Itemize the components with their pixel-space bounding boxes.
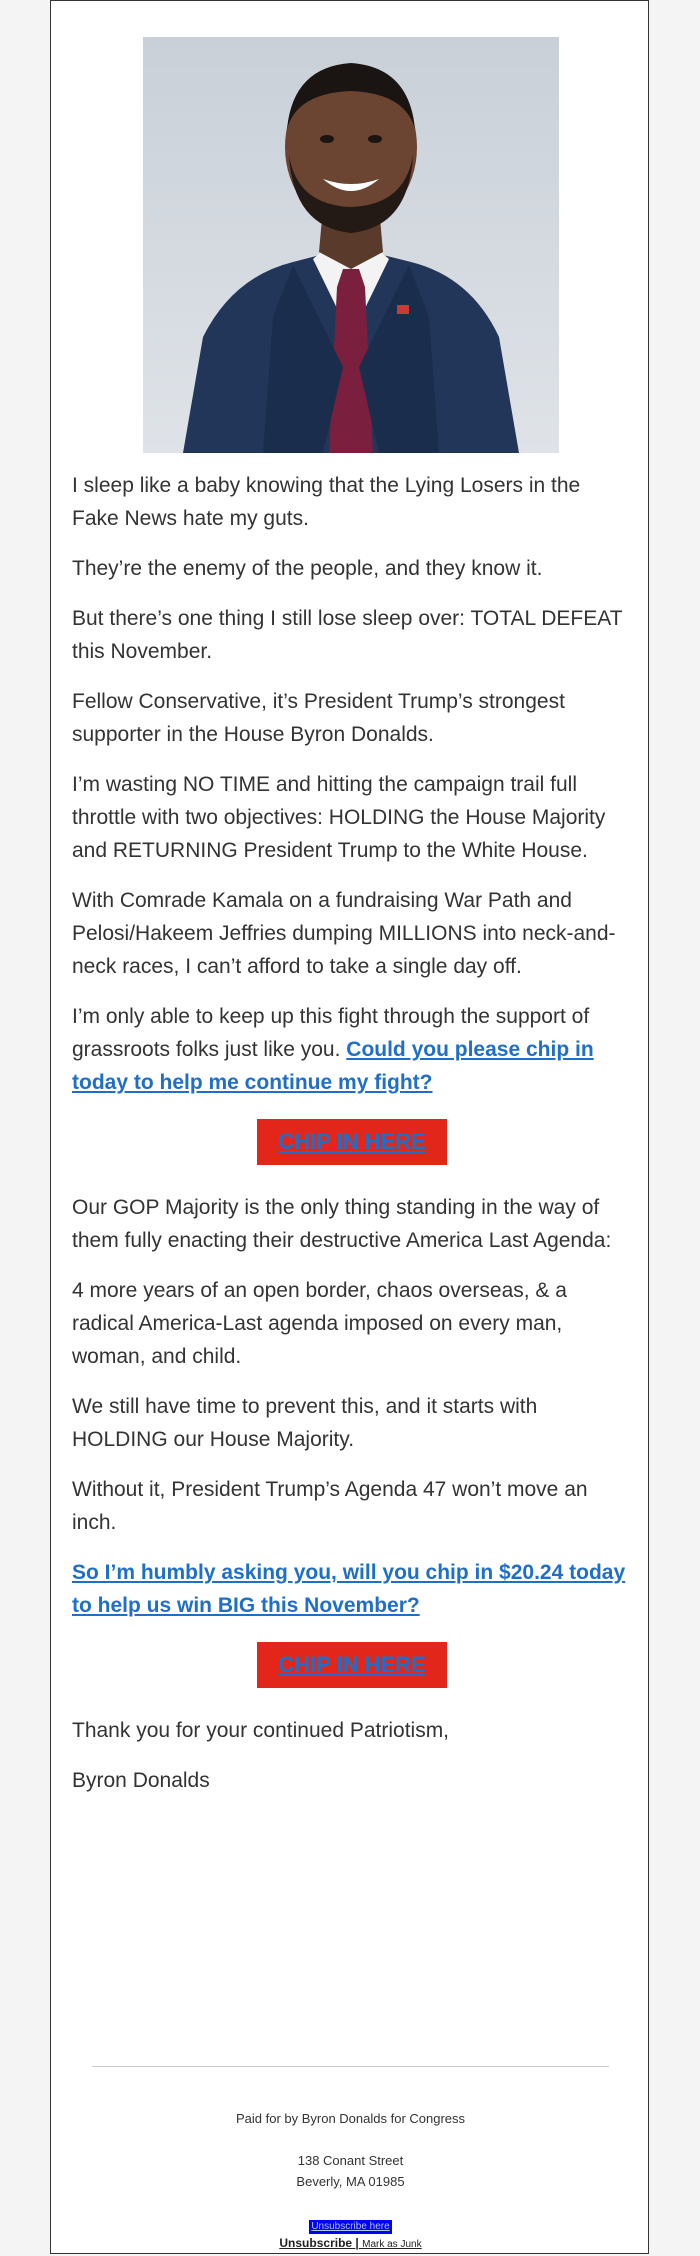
paragraph: But there’s one thing I still lose sleep over: TOTAL DEFEAT this November.	[72, 607, 623, 663]
unsubscribe-link[interactable]: Unsubscribe	[279, 2236, 353, 2250]
portrait-photo	[143, 37, 559, 453]
donate-paragraph	[72, 1556, 632, 1622]
mark-as-junk-link[interactable]: Mark as Junk	[362, 2239, 422, 2250]
support-paragraph	[72, 1000, 632, 1099]
footer-divider	[92, 2066, 609, 2067]
paragraph: 4 more years of an open border, chaos overseas, & a radical America-Last agenda imposed on every man, woman, and child.	[72, 1279, 567, 1368]
link-separator: |	[355, 2236, 359, 2250]
paragraph: Fellow Conservative, it’s President Trump’s strongest supporter in the House Byron Donalds.	[72, 690, 565, 746]
paragraph: I’m wasting NO TIME and hitting the campaign trail full throttle with two objectives: HOLDING the House Majority and RETURNING President Trump to the White House.	[72, 773, 606, 862]
unsubscribe-here-link[interactable]: Unsubscribe here	[311, 2221, 390, 2232]
email-container	[50, 0, 649, 2254]
cta-wrapper-1	[72, 1119, 632, 1165]
chip-in-button[interactable]: CHIP IN HERE	[257, 1642, 447, 1688]
closing: Thank you for your continued Patriotism,	[72, 1719, 450, 1742]
paragraph: They’re the enemy of the people, and they know it.	[72, 557, 543, 580]
paragraph: Without it, President Trump’s Agenda 47 won’t move an inch.	[72, 1478, 588, 1534]
paragraph: I sleep like a baby knowing that the Lying Losers in the Fake News hate my guts.	[72, 474, 581, 530]
cta-wrapper-2	[72, 1642, 632, 1688]
paragraph: With Comrade Kamala on a fundraising War Path and Pelosi/Hakeem Jeffries dumping MILLIONS into neck-and-neck races, I can’t afford to take a single day off.	[72, 889, 616, 978]
chip-in-button[interactable]: CHIP IN HERE	[257, 1119, 447, 1165]
donate-link-2[interactable]: So I’m humbly asking you, will you chip in $20.24 today to help us win BIG this November?	[72, 1561, 626, 1617]
paragraph: Our GOP Majority is the only thing standing in the way of them fully enacting their destructive America Last Agenda:	[72, 1196, 612, 1252]
donate-link-1[interactable]: Could you please chip in today to help me continue my fight?	[72, 1038, 594, 1094]
signature: Byron Donalds	[72, 1769, 210, 1792]
address-line-2: Beverly, MA 01985	[296, 2174, 405, 2189]
paid-for-disclaimer: Paid for by Byron Donalds for Congress	[235, 2111, 466, 2126]
mailing-address	[51, 2150, 650, 2192]
email-body	[72, 469, 632, 1814]
unsubscribe-row	[51, 2235, 650, 2253]
paragraph: We still have time to prevent this, and it starts with HOLDING our House Majority.	[72, 1395, 538, 1451]
portrait-illustration	[143, 37, 559, 453]
footer-links	[51, 2214, 650, 2253]
address-line-1: 138 Conant Street	[297, 2153, 404, 2168]
support-text: I’m only able to keep up this fight through the support of grassroots folks just like you.	[72, 1005, 590, 1061]
